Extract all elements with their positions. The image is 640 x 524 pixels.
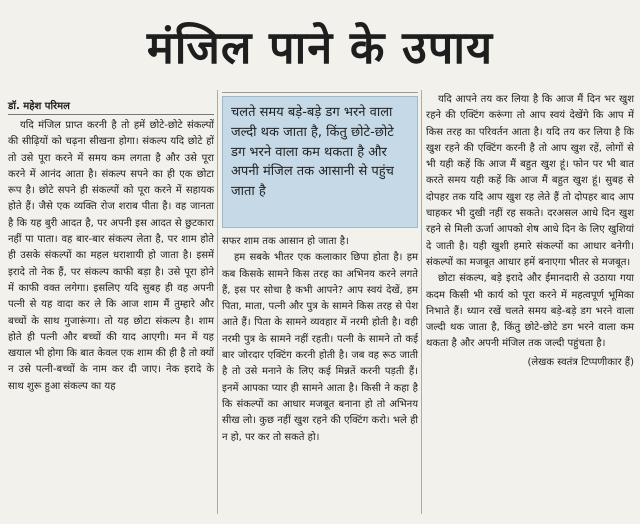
paragraph: हम सबके भीतर एक कलाकार छिपा होता है। हम कब किसके सामने किस तरह का अभिनय करने लगते हैं, इस पर सोचा है कभी आपने? आप स्वयं देखें, हम पिता, माता, पत्नी और पुत्र के सामने किस तरह से पेश आते हैं। पिता के सामने व्यवहार में नरमी होती है। वही नरमी पुत्र के सामने नहीं रहती। पत्नी के सामने तो कई बार जोरदार एक्टिंग करनी होती है। जब वह रूठ जाती है तो उसे मनाने के लिए कई मिन्नतें करनी पड़ती हैं। इनमें आपका प्यार ही सामने आता है। किसी ने कहा है कि संकल्पों का आधार मजबूत बनाना हो तो अभिनय सीख लो। कुछ नहीं खुश रहने की एक्टिंग करो। भले ही न हो, पर कर तो सकते हो।	[222, 252, 418, 443]
paragraph: सफर शाम तक आसान हो जाता है।	[222, 236, 349, 247]
paragraph: यदि आपने तय कर लिया है कि आज मैं दिन भर खुश रहने की एक्टिंग करूंगा तो आप स्वयं देखेंगे कि आप में किस तरह का परिवर्तन आता है। यदि तय कर लिया है कि खुश रहने की एक्टिंग करनी है तो आप खुश रहें, लोगों से भी यही कहें कि आज मैं बहुत खुश हूं। फोन पर भी बात करते समय यही कहें कि आज मैं बहुत खुश हूं। सुबह से दोपहर तक यदि आप खुश रह लेते हैं तो दोपहर बाद आप चाहकर भी दुखी नहीं रह सकते। दरअसल आधे दिन खुश रहने से मिली ऊर्जा आपको शेष आधे दिन के लिए खुशियां दे जाती है। यही खुशी हमारे संकल्पों का आधार बनेगी। संकल्पों का मजबूत आधार हमें बनाएगा भीतर से मजबूत।	[426, 94, 634, 268]
author-byline: डॉ. महेश परिमल	[8, 101, 70, 112]
pull-quote: चलते समय बड़े-बड़े डग भरने वाला जल्दी थक जाता है, किंतु छोटे-छोटे डग भरने वाला कम थकता है और अपनी मंजिल तक आसानी से पहुंच जाता है	[222, 96, 418, 228]
divider	[222, 92, 418, 93]
column-divider	[421, 90, 422, 514]
paragraph: छोटा संकल्प, बड़े इरादे और ईमानदारी से उठाया गया कदम किसी भी कार्य को पूरा करने में महत्वपूर्ण भूमिका निभाते हैं। ध्यान रखें चलते समय बड़े-बड़े डग भरने वाला जल्दी थक जाता है, किंतु छोटे-छोटे डग भरने वाला कम थकता है और अपनी मंजिल तक जल्दी पहुंचता है।	[426, 273, 634, 350]
divider	[8, 114, 214, 115]
author-note: (लेखक स्वतंत्र टिप्पणीकार हैं)	[527, 356, 634, 368]
article-column-1	[8, 118, 214, 395]
article-headline: मंजिल पाने के उपाय	[146, 21, 494, 74]
article-column-2	[222, 234, 418, 446]
paragraph: यदि मंजिल प्राप्त करनी है तो हमें छोटे-छोटे संकल्पों की सीढ़ियों को चढ़ना सीखना होगा। संकल्प यदि छोटे हों तो उसे पूरा करने में समय कम लगता है और उसे पूरा करने में आनंद आता है। संकल्प सपने का ही एक छोटा रूप है। छोटे सपने ही संकल्पों को पूरा करने में सहायक होते हैं। जैसे एक व्यक्ति रोज शराब पीता है। वह जानता है कि यह बुरी आदत है, पर अपनी इस आदत से छुटकारा नहीं पा पाता। वह बार-बार संकल्प लेता है, पर शाम होते ही उसके संकल्पों का महल धराशायी हो जाता है। इसमें इरादे तो नेक हैं, पर संकल्प काफी बड़ा है। उसे पूरा होने में काफी वक्त लगेगा। इसलिए यदि सुबह ही वह अपनी पत्नी से यह वादा कर ले कि आज शाम मैं तुम्हारे और बच्चों के साथ गुजारूंगा। तो यह छोटा संकल्प है। शाम होते ही पत्नी और बच्चों की याद आएगी। मन में यह खयाल भी होगा कि बात केवल एक शाम की ही है तो क्यों न उसे पत्नी-बच्चों के नाम कर दी जाए। नेक इरादे के साथ शुरू हुआ संकल्प का यह	[8, 120, 214, 392]
column-divider	[217, 90, 218, 514]
article-column-3	[426, 92, 634, 371]
